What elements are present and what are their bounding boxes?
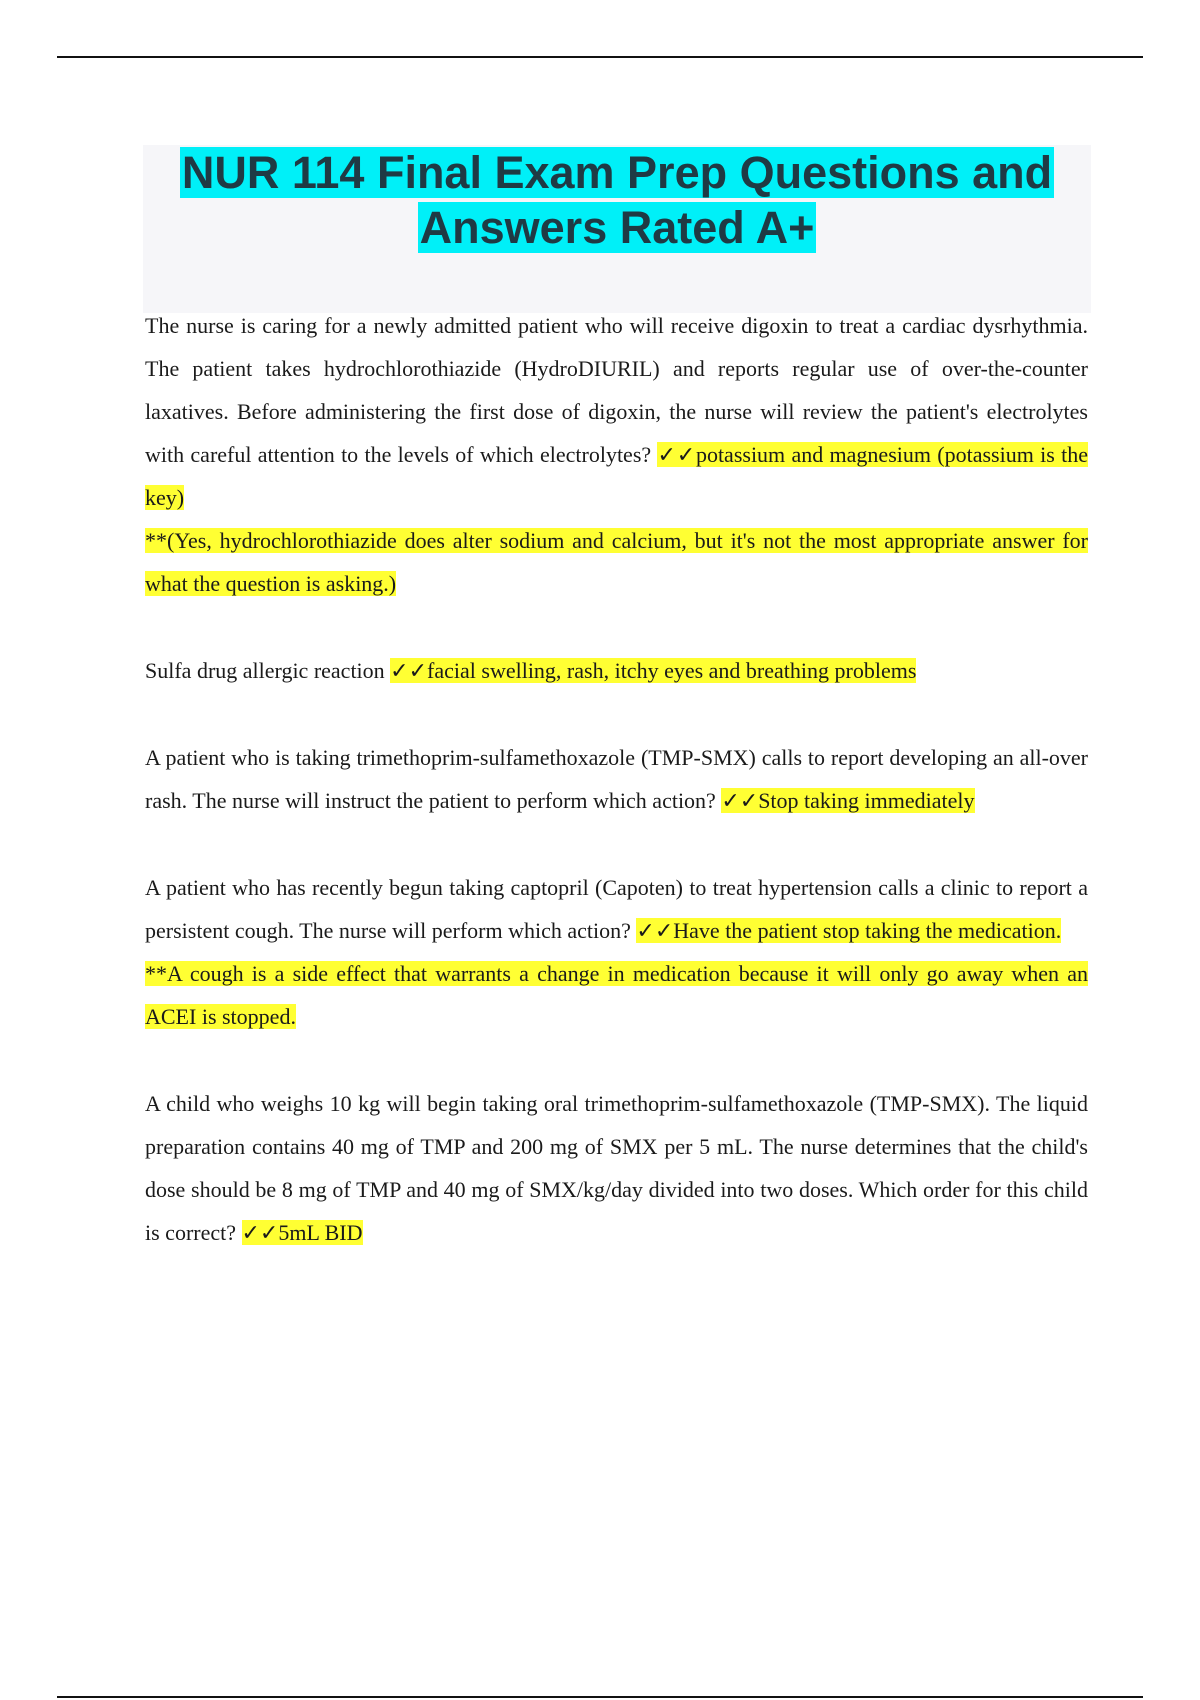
answer-text: ✓✓5mL BID [241, 1220, 363, 1245]
answer-text: ✓✓Have the patient stop taking the medication. [636, 918, 1062, 943]
question-text: A child who weighs 10 kg will begin taking oral trimethoprim-sulfamethoxazole (TMP-SMX). The liquid preparation contains 40 mg of TMP and 200 mg of SMX per 5 mL. The nurse determines that the child's dose should be 8 mg of TMP and 40 mg of SMX/kg/day divided into two doses. Which order for this child is correct? [145, 1091, 1088, 1245]
title-block [143, 145, 1091, 313]
answer-note-4 [145, 952, 1088, 1038]
answer-note-1 [145, 519, 1088, 605]
question-text: Sulfa drug allergic reaction [145, 658, 385, 683]
note-text: **A cough is a side effect that warrants a change in medication because it will only go away when an ACEI is stopped. [145, 961, 1088, 1029]
question-block-5 [145, 1082, 1088, 1254]
question-block-1 [145, 304, 1088, 519]
answer-text: ✓✓facial swelling, rash, itchy eyes and breathing problems [390, 658, 917, 683]
title-line-2: Answers Rated A+ [419, 202, 815, 253]
question-block-3 [145, 736, 1088, 822]
note-text: **(Yes, hydrochlorothiazide does alter sodium and calcium, but it's not the most appropriate answer for what the question is asking.) [145, 528, 1088, 596]
document-body [145, 304, 1088, 1254]
question-block-2 [145, 649, 1088, 692]
question-text: A patient who is taking trimethoprim-sulfamethoxazole (TMP-SMX) calls to report developing an all-over rash. The nurse will instruct the patient to perform which action? [145, 745, 1088, 813]
answer-text: ✓✓potassium and magnesium (potassium is the key) [145, 442, 1088, 510]
document-title [143, 145, 1091, 255]
bottom-rule [57, 1696, 1143, 1698]
top-rule [57, 56, 1143, 58]
title-line-1: NUR 114 Final Exam Prep Questions and [181, 147, 1053, 198]
answer-text: ✓✓Stop taking immediately [721, 788, 975, 813]
question-text: The nurse is caring for a newly admitted patient who will receive digoxin to treat a cardiac dysrhythmia. The patient takes hydrochlorothiazide (HydroDIURIL) and reports regular use of over-the-counter laxatives. Before administering the first dose of digoxin, the nurse will review the patient's electrolytes with careful attention to the levels of which electrolytes? [145, 313, 1088, 467]
question-block-4 [145, 866, 1088, 952]
question-text: A patient who has recently begun taking captopril (Capoten) to treat hypertension calls a clinic to report a persistent cough. The nurse will perform which action? [145, 875, 1088, 943]
